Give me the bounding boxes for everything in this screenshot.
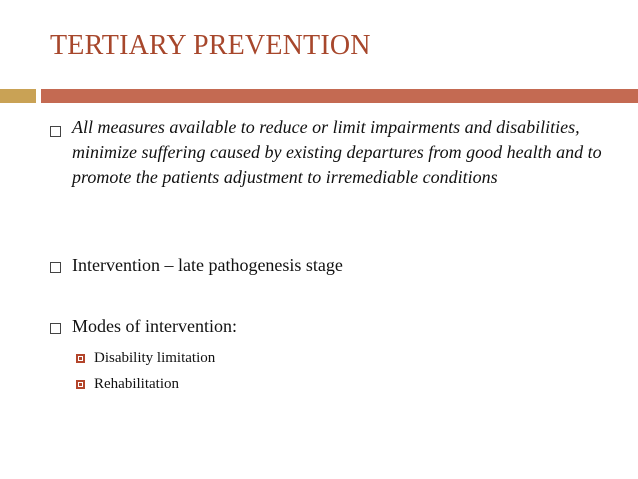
bullet-square-icon [50,262,61,273]
title-rule-left [0,89,36,103]
bullet-square-icon [50,126,61,137]
bullet-text-modes: Modes of intervention: [72,316,237,336]
title-rule-right [41,89,638,103]
sub-bullet-icon [76,380,85,389]
bullet-text-intervention: Intervention – late pathogenesis stage [72,255,343,275]
sub-item-disability-limitation: Disability limitation [94,350,216,366]
sub-bullet-icon [76,354,85,363]
bullet-text-definition: All measures available to reduce or limit impairments and disabilities, minimize suffering caused by existing departures from good health and to promote the patients adjustment to irremediable conditions [72,117,602,187]
slide-title: TERTIARY PREVENTION [50,30,371,61]
bullet-square-icon [50,323,61,334]
sub-item-rehabilitation: Rehabilitation [94,376,179,392]
